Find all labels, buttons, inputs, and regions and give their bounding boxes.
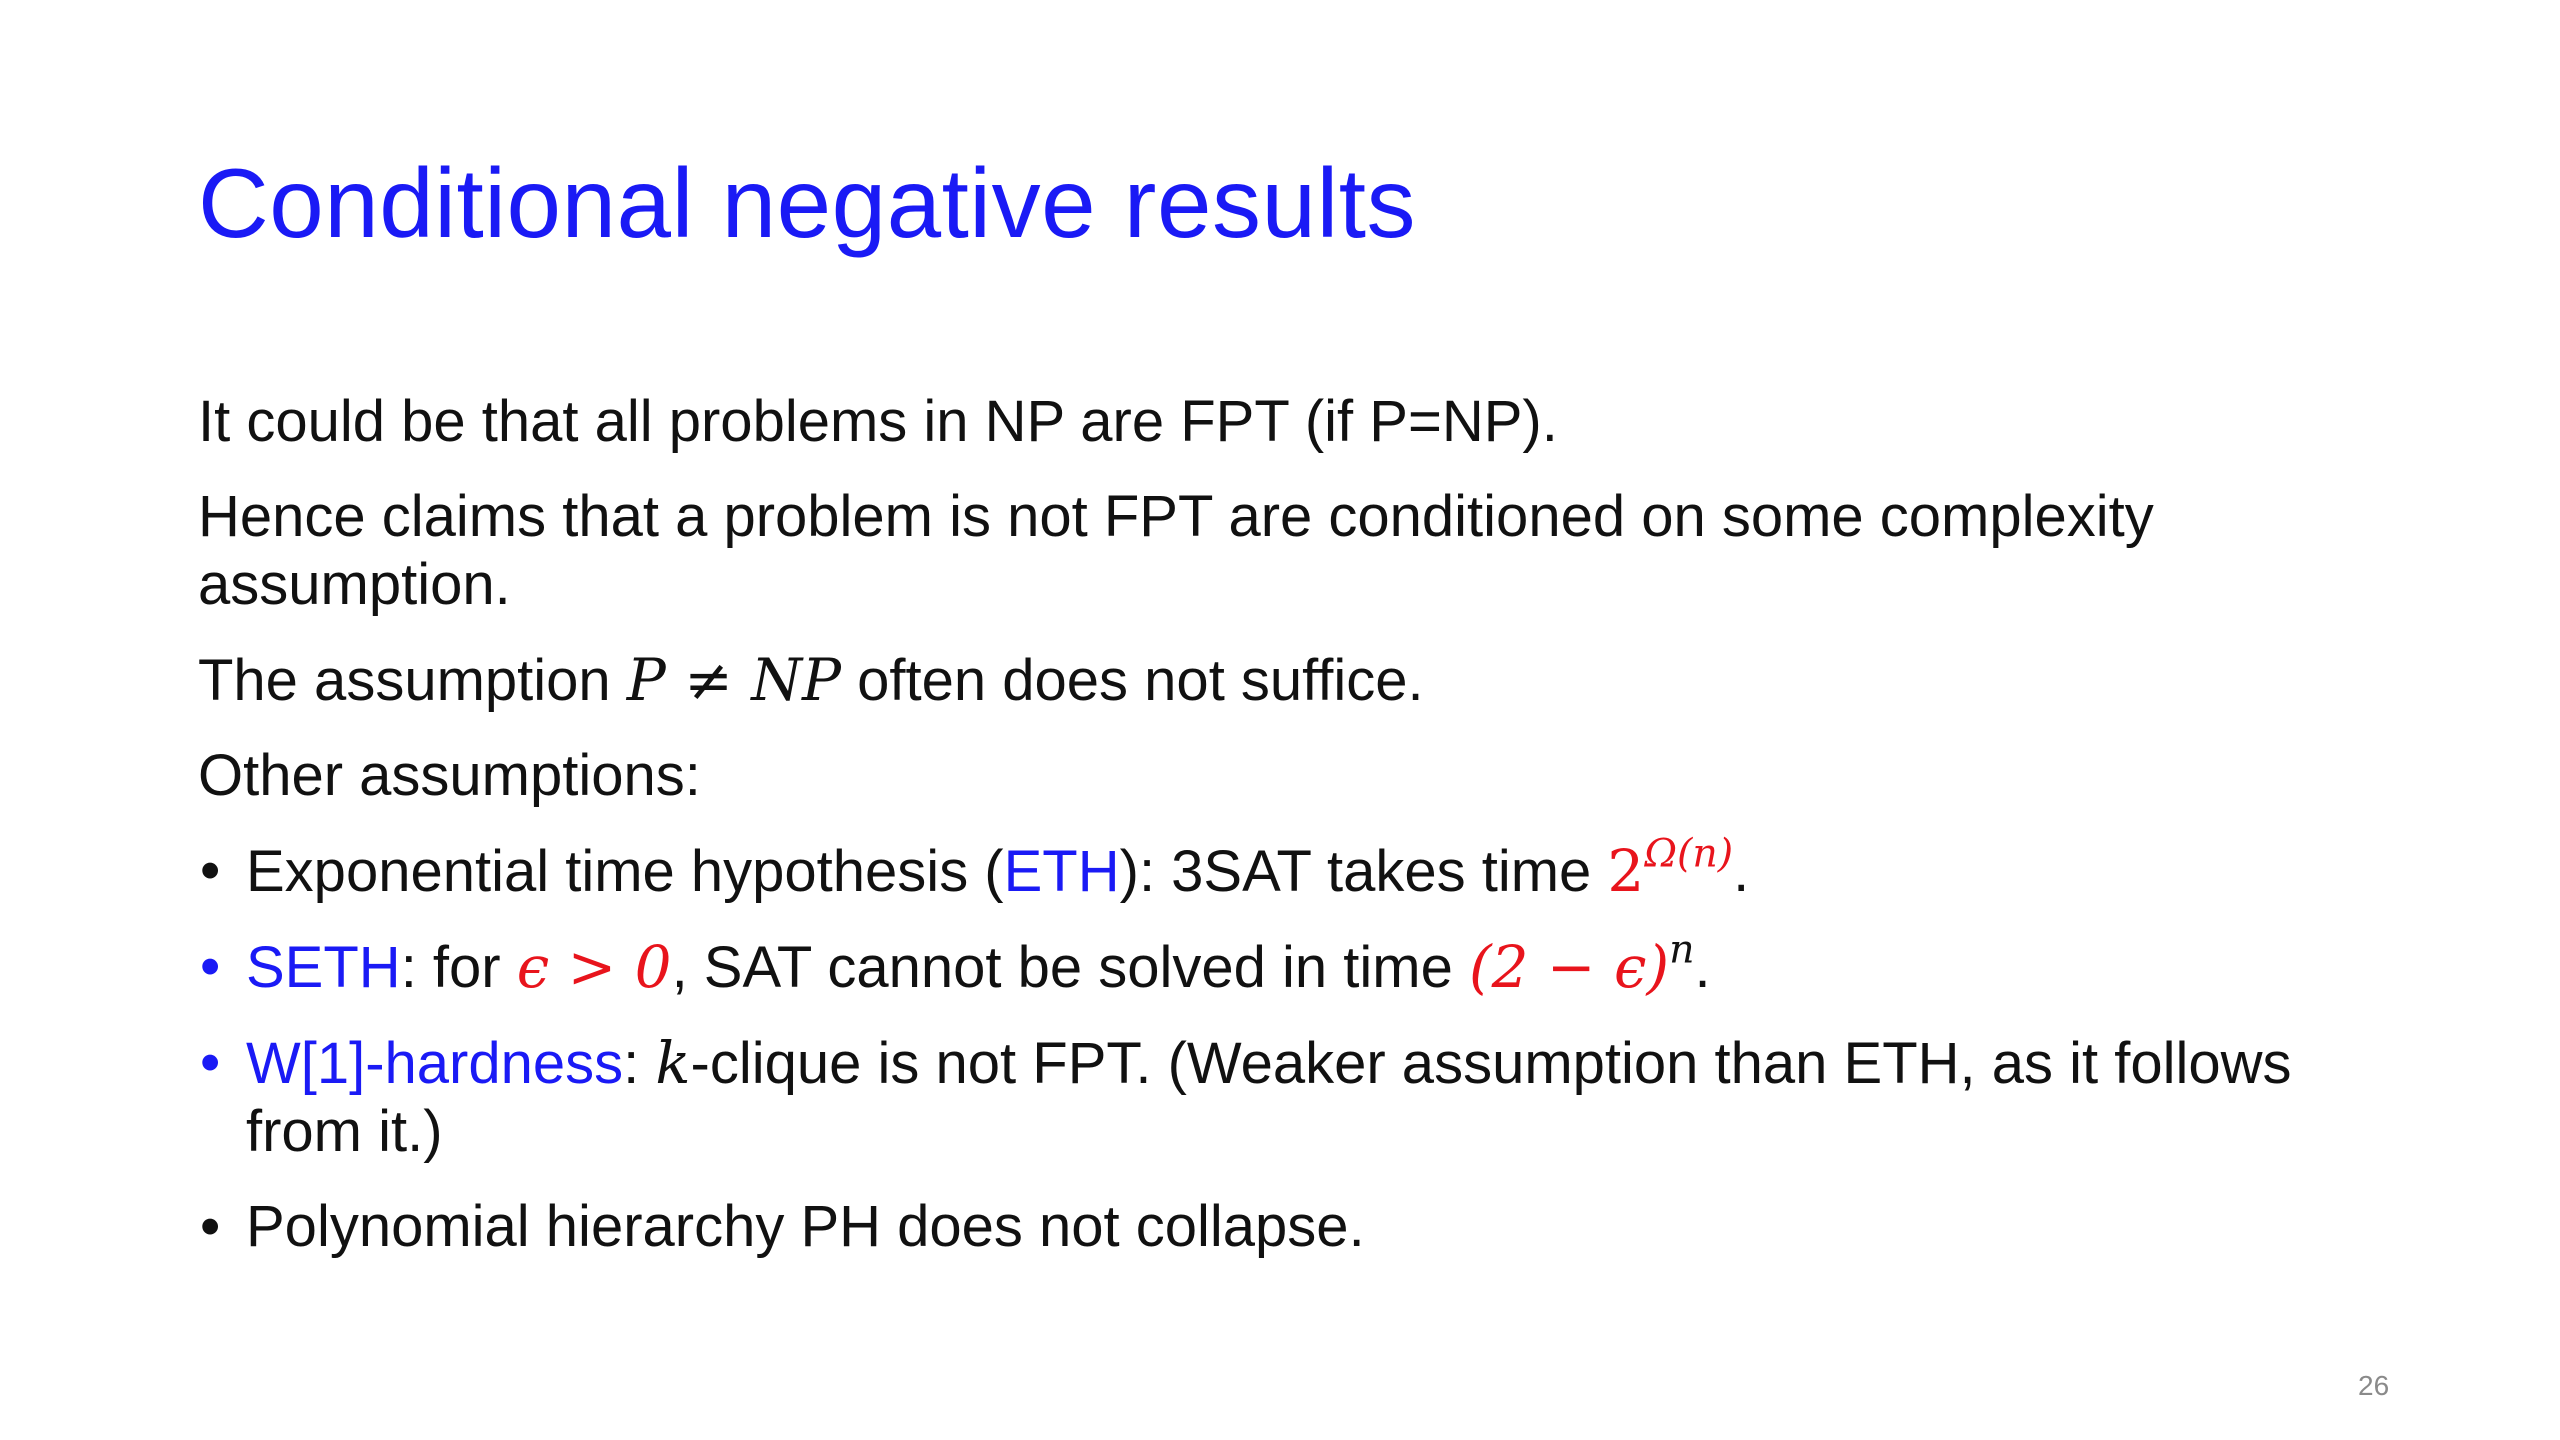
list-item-w1-hardness <box>198 1029 2398 1166</box>
math-p-neq-np: P ≠ NP <box>626 646 842 714</box>
seth-text-lead: : for <box>400 935 517 1000</box>
bullet-marker: • <box>200 1030 221 1095</box>
paragraph-np-fpt: It could be that all problems in NP are FPT (if P=NP). <box>198 389 1558 454</box>
p-neq-np-lead: The assumption <box>198 648 627 713</box>
ph-text: Polynomial hierarchy PH does not collapse. <box>246 1194 1365 1259</box>
eth-text-lead: Exponential time hypothesis ( <box>246 839 1004 904</box>
eth-text-mid: ): 3SAT takes time <box>1119 839 1608 904</box>
eth-text-end: . <box>1733 839 1750 904</box>
list-item-seth <box>198 926 2398 1002</box>
math-k: k <box>655 1029 691 1097</box>
bullet-marker: • <box>200 934 221 999</box>
assumption-list <box>198 830 2398 1261</box>
paragraph-complexity-assumption: Hence claims that a problem is not FPT are conditioned on some complexity assumption. <box>198 484 2154 617</box>
math-seth-exponent: n <box>1669 926 1695 973</box>
term-w1-hardness: W[1]-hardness <box>246 1031 624 1096</box>
term-eth: ETH <box>1003 839 1120 904</box>
list-item-eth <box>198 830 2398 906</box>
math-eth-base: 2 <box>1607 837 1645 905</box>
paragraph-other-assumptions: Other assumptions: <box>198 743 701 808</box>
seth-text-end: . <box>1694 935 1711 1000</box>
seth-text-mid: , SAT cannot be solved in time <box>671 935 1469 1000</box>
math-epsilon-positive: ϵ > 0 <box>516 933 672 1001</box>
p-neq-np-tail: often does not suffice. <box>841 648 1424 713</box>
paragraph-p-neq-np <box>198 646 2398 715</box>
page-number: 26 <box>2358 1370 2390 1401</box>
bullet-marker: • <box>200 1194 221 1259</box>
math-eth-exponent: Ω(n) <box>1644 830 1734 877</box>
w1-text-lead: : <box>623 1031 656 1096</box>
slide-title: Conditional negative results <box>198 148 1416 258</box>
math-seth-base: (2 − ϵ) <box>1468 933 1670 1001</box>
w1-text-tail: -clique is not FPT. (Weaker assumption than ETH, as it follows from it.) <box>246 1031 2292 1164</box>
term-seth: SETH <box>246 935 401 1000</box>
bullet-marker: • <box>200 838 221 903</box>
list-item-polynomial-hierarchy <box>198 1193 2398 1261</box>
slide-body <box>198 388 2398 1288</box>
